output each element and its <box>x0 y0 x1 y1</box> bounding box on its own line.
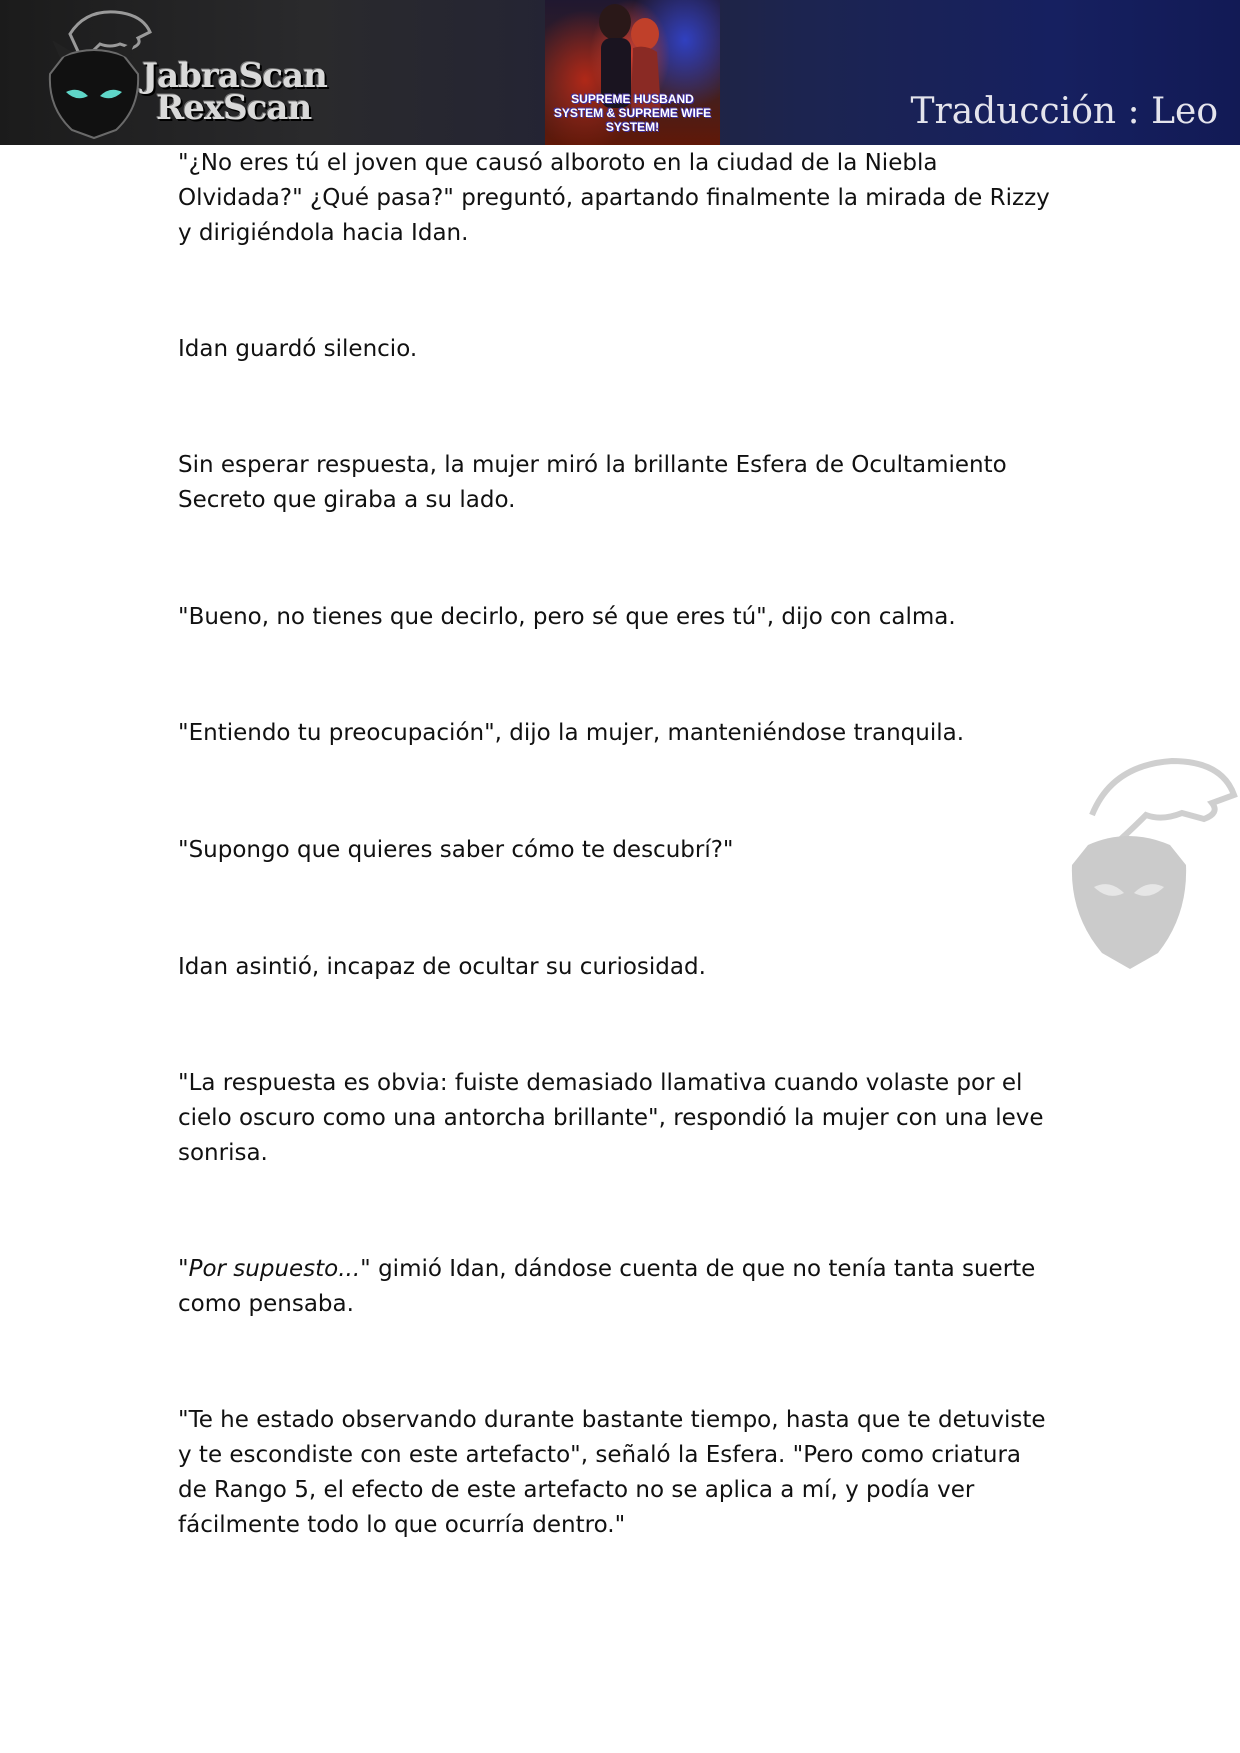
novel-cover-image <box>545 0 720 145</box>
paragraph-9-italic-lead: "Por supuesto..." <box>178 1256 371 1282</box>
paragraph-6: "Supongo que quieres saber cómo te descubrí?" <box>178 837 734 863</box>
logo-line-1: JabraScan <box>142 56 327 96</box>
paragraph-10: "Te he estado observando durante bastante tiempo, hasta que te detuviste y te escondiste con este artefacto", señaló la Esfera. "Pero como criatura de Rango 5, el efecto de este artefacto no se aplica a mí, y podía ver fácilmente todo lo que ocurría dentro." <box>178 1407 1046 1538</box>
translation-credit: Traducción : Leo <box>910 91 1218 132</box>
paragraph-8: "La respuesta es obvia: fuiste demasiado llamativa cuando volaste por el cielo oscuro como una antorcha brillante", respondió la mujer con una leve sonrisa. <box>178 1070 1044 1166</box>
paragraph-9-rest: gimió Idan, dándose cuenta de que no tenía tanta suerte como pensaba. <box>178 1256 1036 1317</box>
dinosaur-and-masked-face-logo-icon <box>30 4 160 142</box>
header-banner <box>0 0 1240 145</box>
paragraph-2: Idan guardó silencio. <box>178 336 418 362</box>
cover-title: SUPREME HUSBAND SYSTEM & SUPREME WIFE SYSTEM! <box>553 92 712 134</box>
paragraph-5: "Entiendo tu preocupación", dijo la mujer, manteniéndose tranquila. <box>178 720 965 746</box>
paragraph-7: Idan asintió, incapaz de ocultar su curiosidad. <box>178 954 706 980</box>
logo-line-2: RexScan <box>156 88 312 128</box>
dinosaur-and-masked-face-watermark-icon <box>1062 755 1240 985</box>
site-logo-text <box>142 56 327 128</box>
paragraph-4: "Bueno, no tienes que decirlo, pero sé que eres tú", dijo con calma. <box>178 604 956 630</box>
paragraph-1: "¿No eres tú el joven que causó alboroto en la ciudad de la Niebla Olvidada?" ¿Qué pasa?" preguntó, apartando finalmente la mirada de Rizzy y dirigiéndola hacia Idan. <box>178 150 1050 246</box>
paragraph-9 <box>178 1252 1078 1322</box>
paragraph-3: Sin esperar respuesta, la mujer miró la brillante Esfera de Ocultamiento Secreto que giraba a su lado. <box>178 452 1007 513</box>
